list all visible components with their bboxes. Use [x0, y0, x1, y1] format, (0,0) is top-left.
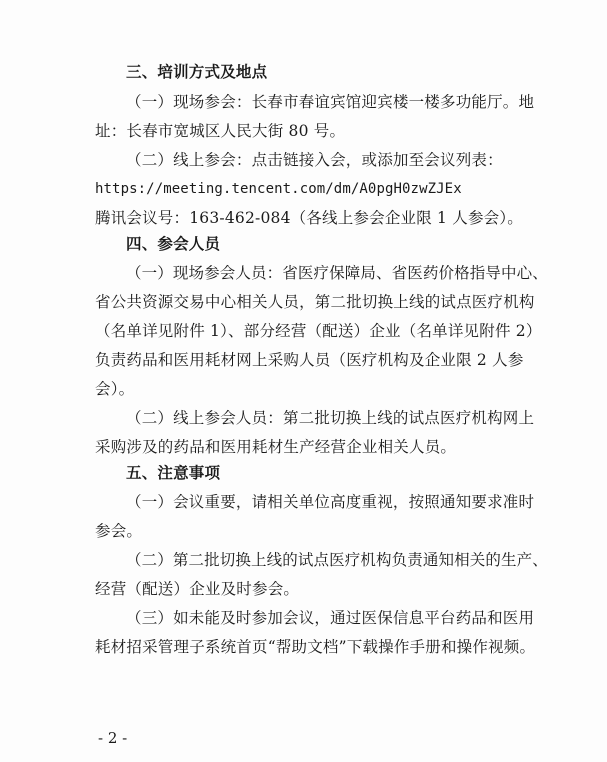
paragraph-line: 省公共资源交易中心相关人员，第二批切换上线的试点医疗机构: [95, 293, 535, 311]
section-heading-notes: 五、注意事项: [126, 464, 221, 482]
section-heading-training-method: 三、培训方式及地点: [126, 63, 268, 81]
paragraph-line: （一）现场参会人员：省医疗保障局、省医药价格指导中心、: [126, 264, 548, 282]
paragraph-line: （二）线上参会人员：第二批切换上线的试点医疗机构网上: [126, 409, 535, 427]
paragraph-line: （名单详见附件 1）、部分经营（配送）企业（名单详见附件 2）: [95, 322, 542, 340]
paragraph-line: （一）会议重要，请相关单位高度重视，按照通知要求准时: [126, 493, 535, 511]
paragraph-line: 负责药品和医用耗材网上采购人员（医疗机构及企业限 2 人参: [95, 351, 524, 369]
paragraph-line: （一）现场参会：长春市春谊宾馆迎宾楼一楼多功能厅。地: [126, 93, 535, 111]
paragraph-line: 参会。: [95, 522, 143, 540]
section-heading-attendees: 四、参会人员: [126, 235, 221, 253]
paragraph-line: （三）如未能及时参加会议，通过医保信息平台药品和医用: [126, 609, 535, 627]
paragraph-line: （二）线上参会：点击链接入会，或添加至会议列表：: [126, 151, 503, 169]
paragraph-line: 经营（配送）企业及时参会。: [95, 580, 300, 598]
page-number: - 2 -: [98, 729, 128, 747]
paragraph-line: （二）第二批切换上线的试点医疗机构负责通知相关的生产、: [126, 551, 548, 569]
paragraph-line: 耗材招采管理子系统首页“帮助文档”下载操作手册和操作视频。: [95, 638, 536, 656]
paragraph-line: 采购涉及的药品和医用耗材生产经营企业相关人员。: [95, 438, 457, 456]
paragraph-line: 址：长春市宽城区人民大街 80 号。: [95, 122, 346, 140]
meeting-url: https://meeting.tencent.com/dm/A0pgH0zwZJEx: [95, 181, 462, 197]
paragraph-line: 会）。: [95, 380, 135, 398]
paragraph-line: 腾讯会议号：163-462-084（各线上参会企业限 1 人参会）。: [95, 209, 523, 227]
